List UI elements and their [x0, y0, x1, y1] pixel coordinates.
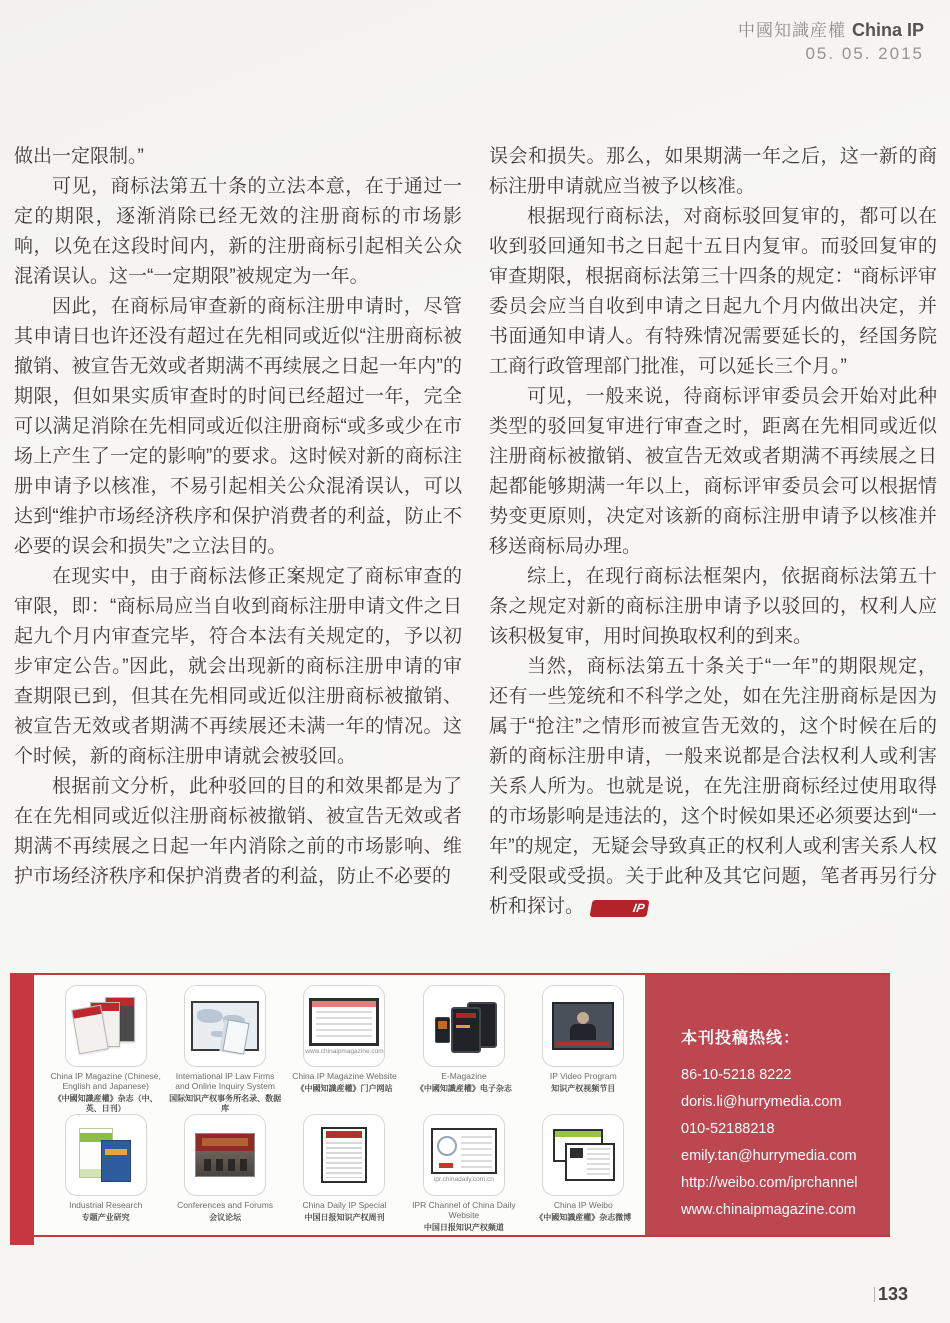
paragraph: 可见，一般来说，待商标评审委员会开始对此种类型的驳回复审进行审查之时，距离在先相同或近似注册商标被撤销、被宣告无效或者期满不再续展之日起都能够期满一年以上，商标评审委员会可以根据情势变更原则，决定对该新的商标注册申请予以核准并移送商标局办理。	[489, 386, 937, 557]
newspaper-thumbnail	[303, 1114, 385, 1196]
article-right-column	[489, 142, 937, 922]
magazine-covers-thumbnail	[65, 985, 147, 1067]
report-covers-icon	[75, 1128, 137, 1182]
webpage-icon	[309, 998, 379, 1046]
article-left-column	[14, 142, 462, 892]
paragraph: 做出一定限制。”	[14, 146, 144, 167]
contact-heading: 本刊投稿热线：	[681, 1030, 801, 1047]
contact-website-url: www.chinaipmagazine.com	[681, 1202, 856, 1218]
product-label-zh: 《中國知識産權》电子杂志	[415, 1084, 512, 1093]
product-label-en: Conferences and Forums	[177, 1200, 274, 1210]
page-number-value: 133	[877, 1284, 908, 1304]
banner-bottom-rule	[34, 1235, 890, 1237]
product-card-ipr-channel	[406, 1114, 521, 1233]
weibo-pages-icon	[551, 1129, 615, 1181]
contact-weibo-url: http://weibo.com/iprchannel	[681, 1175, 858, 1191]
product-label-en: China Daily IP Special	[302, 1200, 387, 1210]
product-grid	[34, 975, 645, 1235]
product-card-ip-special	[287, 1114, 402, 1233]
product-card-conferences	[167, 1114, 282, 1233]
product-label-en: IPR Channel of China Daily Website	[412, 1200, 516, 1220]
emagazine-thumbnail	[423, 985, 505, 1067]
world-map-icon	[191, 1001, 259, 1051]
product-label-zh: 中国日报知识产权频道	[423, 1223, 504, 1232]
contact-email: emily.tan@hurrymedia.com	[681, 1148, 857, 1164]
contact-email: doris.li@hurrymedia.com	[681, 1094, 842, 1110]
product-label-en: China IP Magazine Website	[292, 1071, 397, 1081]
video-still-icon	[552, 1002, 614, 1050]
product-label-en: E-Magazine	[441, 1071, 487, 1081]
product-card-weibo	[526, 1114, 641, 1233]
website-thumbnail	[303, 985, 385, 1067]
product-card-website	[287, 985, 402, 1114]
paragraph: 根据前文分析，此种驳回的目的和效果都是为了在在先相同或近似注册商标被撤销、被宣告无效或者期满不再续展之日起一年内消除之前的市场影响、维护市场经济秩序和保护消费者的利益，防止不必要的	[14, 776, 462, 887]
promo-banner	[10, 973, 890, 1245]
paragraph-text: 当然，商标法第五十条关于“一年”的期限规定，还有一些笼统和不科学之处，如在先注册商标是因为属于“抢注”之情形而被宣告无效的，这个时候在后的新的商标注册申请，一般来说都是合法权利人或利害关系人所为。也就是说，在先注册商标经过使用取得的市场影响是违法的，这个时候如果还必须要达到“一年”的规定，无疑会导致真正的权利人或利害关系人权利受限或受损。关于此种及其它问题，笔者再另行分析和探讨。	[489, 656, 937, 917]
paragraph: 在现实中，由于商标法修正案规定了商标审查的审限，即：“商标局应当自收到商标注册申请文件之日起九个月内审查完毕，符合本法有关规定的，予以初步审定公告。”因此，就会出现新的商标注册申请的审查期限已到，但其在先相同或近似注册商标被撤销、被宣告无效或者期满不再续展还未满一年的情况。这个时候，新的商标注册申请就会被驳回。	[14, 566, 462, 767]
product-label-zh: 国际知识产权事务所名录、数据库	[169, 1094, 282, 1113]
product-label-en: International IP Law Firms and Online Inquiry System	[175, 1071, 275, 1091]
page-number	[874, 1284, 908, 1305]
page-number-separator	[874, 1287, 875, 1302]
product-card-video	[526, 985, 641, 1114]
paragraph: 根据现行商标法，对商标驳回复审的，都可以在收到驳回通知书之日起十五日内复审。而驳回复审的审查期限，根据商标法第三十四条的规定：“商标评审委员会应当自收到申请之日起九个月内做出决定，并书面通知申请人。有特殊情况需要延长的，经国务院工商行政管理部门批准，可以延长三个月。”	[489, 206, 937, 377]
product-label-en: China IP Weibo	[553, 1200, 613, 1210]
ipr-channel-thumbnail	[423, 1114, 505, 1196]
video-thumbnail	[542, 985, 624, 1067]
product-label-zh: 中国日报知识产权周刊	[304, 1213, 385, 1222]
magazine-covers-icon	[75, 997, 137, 1055]
product-label-zh: 《中國知識産權》杂志（中、英、日刊）	[53, 1094, 158, 1113]
product-card-law-firms	[167, 985, 282, 1114]
webpage-icon	[431, 1128, 497, 1174]
paragraph: 因此，在商标局审查新的商标注册申请时，尽管其申请日也许还没有超过在先相同或近似“注册商标被撤销、被宣告无效或者期满不再续展之日起一年内”的期限，但如果实质审查时的时间已经超过一年，完全可以满足消除在先相同或近似注册商标“或多或少在市场上产生了一定的影响”的要求。这时候对新的商标注册申请予以核准，不易引起相关公众混淆误认，可以达到“维护市场经济秩序和保护消费者的利益，防止不必要的误会和损失”之立法目的。	[14, 296, 462, 557]
paragraph: 综上，在现行商标法框架内，依据商标法第五十条之规定对新的商标注册申请予以驳回的，权利人应该积极复审，用时间换取权利的到来。	[489, 566, 937, 647]
product-label-en: Industrial Research	[69, 1200, 143, 1210]
website-url: www.chinaipmagazine.com	[305, 1047, 384, 1055]
product-card-magazine	[48, 985, 163, 1114]
brand-english: China IP	[851, 20, 924, 40]
paragraph	[489, 652, 937, 922]
contact-panel	[645, 975, 890, 1235]
newspaper-icon	[321, 1127, 367, 1183]
ipr-channel-url: ipr.chinadaily.com.cn	[433, 1175, 494, 1183]
product-card-emagazine	[406, 985, 521, 1114]
paragraph: 可见，商标法第五十条的立法本意，在于通过一定的期限，逐渐消除已经无效的注册商标的市场影响，以免在这段时间内，新的注册商标引起相关公众混淆误认。这一“一定期限”被规定为一年。	[14, 176, 462, 287]
contact-phone: 86-10-5218 8222	[681, 1067, 792, 1083]
product-label-en: China IP Magazine (Chinese, English and Japanese)	[50, 1071, 161, 1091]
paragraph: 误会和损失。那么，如果期满一年之后，这一新的商标注册申请就应当被予以核准。	[489, 146, 937, 197]
product-label-zh: 《中國知識産權》门户网站	[296, 1084, 393, 1093]
product-label-zh: 《中國知識産權》杂志微博	[535, 1213, 632, 1222]
banner-left-strip	[10, 973, 34, 1245]
banner-body	[34, 975, 890, 1235]
tablet-devices-icon	[433, 999, 495, 1053]
law-firms-thumbnail	[184, 985, 266, 1067]
conference-thumbnail	[184, 1114, 266, 1196]
contact-phone: 010-52188218	[681, 1121, 775, 1137]
research-thumbnail	[65, 1114, 147, 1196]
product-label-zh: 会议论坛	[209, 1213, 242, 1222]
product-label-zh: 知识产权视频节目	[551, 1084, 616, 1093]
weibo-thumbnail	[542, 1114, 624, 1196]
brand-chinese: 中國知識産權	[737, 21, 846, 40]
magazine-brand	[738, 16, 924, 41]
ip-end-mark-icon: IP	[590, 900, 650, 917]
product-label-zh: 专题产业研究	[81, 1213, 130, 1222]
conference-photo-icon	[195, 1133, 255, 1177]
issue-date: 05. 05. 2015	[805, 44, 924, 63]
product-label-en: IP Video Program	[549, 1071, 617, 1081]
page-header	[738, 16, 924, 64]
product-card-research	[48, 1114, 163, 1233]
